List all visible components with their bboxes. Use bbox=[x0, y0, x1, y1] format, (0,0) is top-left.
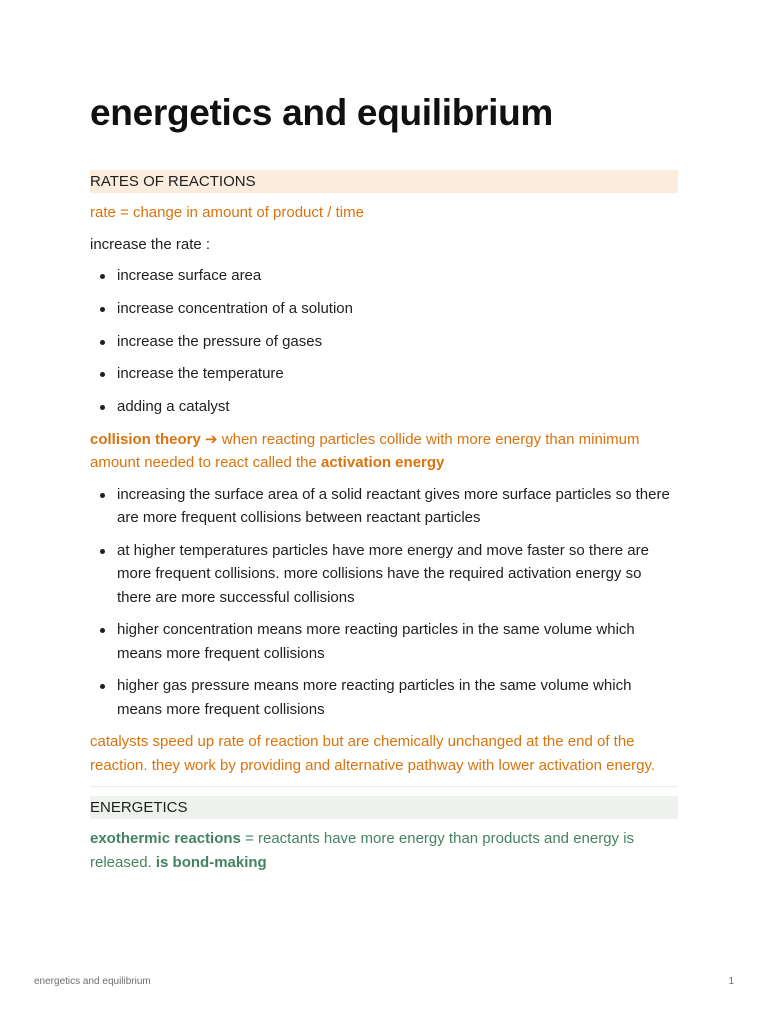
increase-intro: increase the rate : bbox=[90, 235, 211, 253]
page-number: 1 bbox=[728, 976, 734, 987]
section-divider bbox=[90, 786, 678, 787]
bullet-icon bbox=[100, 628, 105, 633]
bond-making-term: is bond-making bbox=[155, 853, 267, 871]
bullet-icon bbox=[100, 372, 105, 377]
list-item bbox=[90, 483, 678, 530]
page-content bbox=[90, 170, 678, 882]
list-item bbox=[90, 362, 678, 386]
bullet-icon bbox=[100, 307, 105, 312]
footer-title: energetics and equilibrium bbox=[34, 976, 151, 987]
list-item bbox=[90, 330, 678, 354]
list-item-text: adding a catalyst bbox=[117, 398, 230, 416]
list-item-text: increase surface area bbox=[117, 267, 262, 284]
list-item bbox=[90, 539, 678, 610]
activation-energy-term: activation energy bbox=[321, 454, 445, 472]
list-item-text: higher concentration means more reacting particles in the same volume which means more frequent collisions bbox=[117, 621, 635, 662]
list-item-text: increase the temperature bbox=[117, 365, 284, 383]
bullet-icon bbox=[100, 340, 105, 345]
list-item-text: increase concentration of a solution bbox=[117, 299, 353, 317]
list-item-text: at higher temperatures particles have more energy and move faster so there are more frequent collisions. more collisions have the required activation energy so there are more successful collisions bbox=[117, 541, 649, 606]
section-heading-rates: RATES OF REACTIONS bbox=[90, 170, 678, 193]
bullet-icon bbox=[100, 549, 105, 554]
rate-formula: rate = change in amount of product / time bbox=[90, 204, 364, 221]
page-title: energetics and equilibrium bbox=[90, 92, 554, 133]
increase-list bbox=[90, 264, 678, 419]
catalyst-paragraph: catalysts speed up rate of reaction but are chemically unchanged at the end of the reaction. they work by providing and alternative pathway with lower activation energy. bbox=[90, 733, 656, 774]
list-item-text: increase the pressure of gases bbox=[117, 332, 323, 350]
collision-list bbox=[90, 483, 678, 722]
section-heading-energetics: ENERGETICS bbox=[90, 796, 678, 819]
arrow-icon: ➔ bbox=[205, 430, 218, 448]
bullet-icon bbox=[100, 274, 105, 279]
collision-theory-text: when reacting particles collide with more energy than minimum amount needed to react called the bbox=[90, 430, 640, 472]
list-item bbox=[90, 395, 678, 419]
bullet-icon bbox=[100, 493, 105, 498]
collision-theory-paragraph bbox=[90, 428, 678, 475]
list-item-text: increasing the surface area of a solid reactant gives more surface particles so there are more frequent collisions between reactant particles bbox=[117, 485, 670, 527]
exothermic-paragraph bbox=[90, 827, 678, 874]
list-item bbox=[90, 264, 678, 288]
list-item-text: higher gas pressure means more reacting particles in the same volume which means more frequent collisions bbox=[117, 677, 632, 718]
list-item bbox=[90, 618, 678, 665]
collision-theory-term: collision theory bbox=[90, 430, 201, 448]
list-item bbox=[90, 674, 678, 721]
bullet-icon bbox=[100, 405, 105, 410]
bullet-icon bbox=[100, 684, 105, 689]
exothermic-text: = reactants have more energy than products and energy is released. bbox=[90, 830, 635, 871]
exothermic-term: exothermic reactions bbox=[90, 830, 241, 848]
list-item bbox=[90, 297, 678, 321]
